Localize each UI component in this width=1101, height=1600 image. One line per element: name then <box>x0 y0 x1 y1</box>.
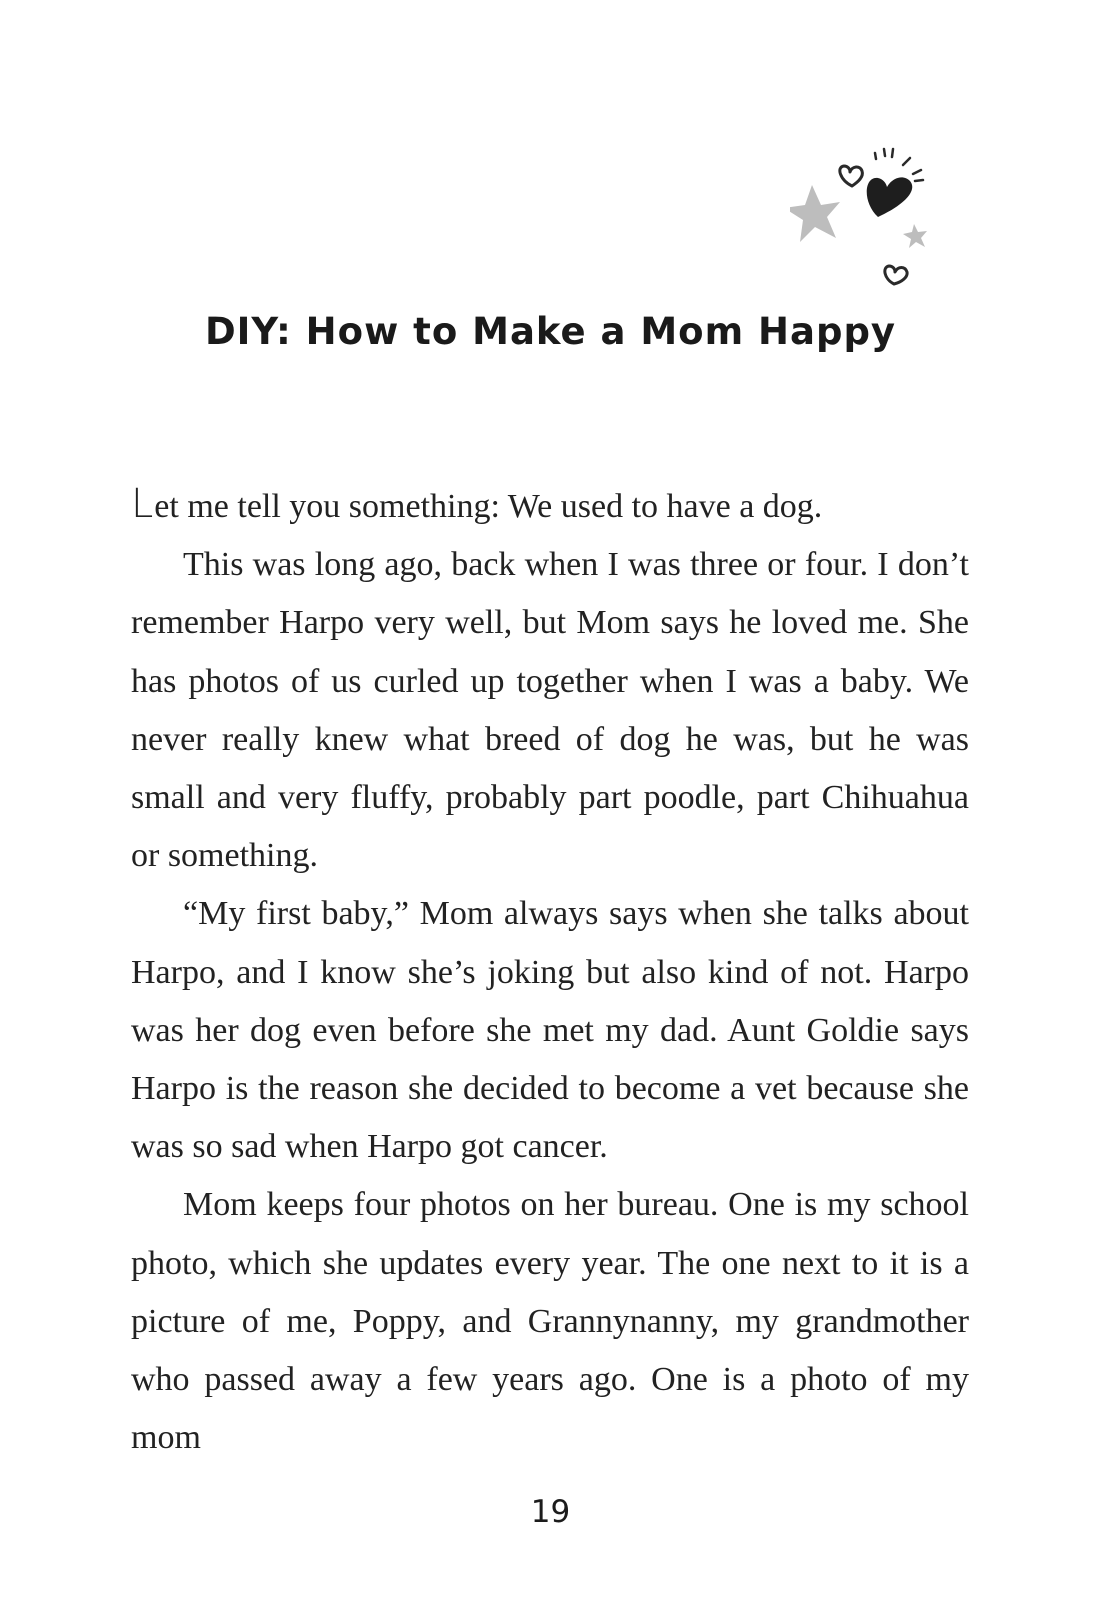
paragraph <box>131 475 969 536</box>
body-text <box>131 475 969 1467</box>
page-number: 19 <box>530 1494 571 1530</box>
paragraph: This was long ago, back when I was three or four. I don’t remember Harpo very well, but Mom says he loved me. She has photos of us curled up together when I was a baby. We never really knew what breed of dog he was, but he was small and very fluffy, probably part poodle, part Chihuahua or something. <box>131 546 969 875</box>
heart-icon <box>867 177 913 217</box>
paragraph-text: et me tell you something: We used to have a dog. <box>154 488 823 525</box>
small-heart-outline-icon <box>885 266 907 284</box>
drop-initial: L <box>131 481 155 527</box>
sparkle-icon <box>875 149 923 181</box>
small-star-icon <box>903 224 927 248</box>
paragraph: “My first baby,” Mom always says when she talks about Harpo, and I know she’s joking but also kind of not. Harpo was her dog even before she met my dad. Aunt Goldie says Harpo is the reason she decided to become a vet because she was so sad when Harpo got cancer. <box>131 895 969 1166</box>
chapter-title: DIY: How to Make a Mom Happy <box>204 310 897 353</box>
chapter-decoration <box>790 140 960 300</box>
star-icon <box>790 185 840 242</box>
heart-outline-icon <box>840 166 863 186</box>
paragraph: Mom keeps four photos on her bureau. One is my school photo, which she updates every year. The one next to it is a picture of me, Poppy, and Grannynanny, my grandmother who passed away a few years ago. One is a photo of my mom <box>131 1186 969 1457</box>
